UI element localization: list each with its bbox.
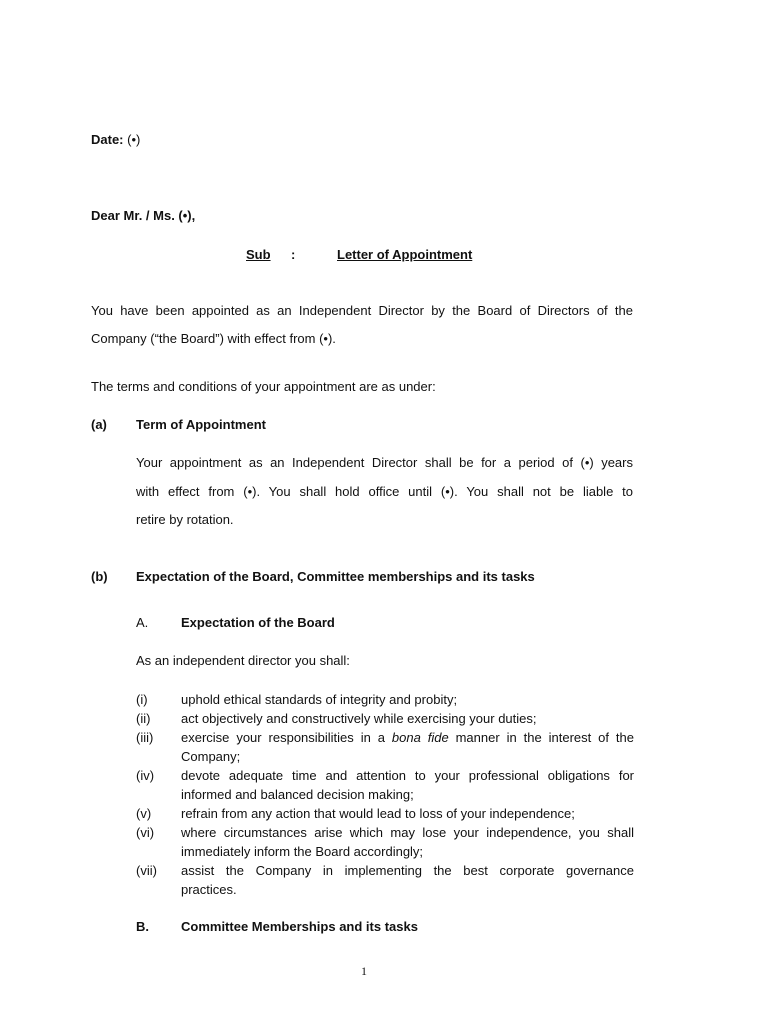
- list-item-line: assist the Company in implementing the best corporate governance: [181, 863, 634, 878]
- list-item-text: [181, 861, 634, 899]
- list-item-number: (ii): [136, 711, 151, 726]
- terms-intro: The terms and conditions of your appointment are as under:: [91, 379, 436, 394]
- duties-list: [136, 690, 634, 899]
- list-item-number: (vii): [136, 863, 157, 878]
- section-b-heading: Expectation of the Board, Committee memberships and its tasks: [136, 569, 535, 584]
- page-number: 1: [361, 964, 367, 978]
- list-item-continuation: immediately inform the Board accordingly;: [181, 844, 424, 859]
- section-a-line-3: retire by rotation.: [136, 512, 234, 527]
- list-item-text: refrain from any action that would lead to loss of your independence;: [181, 806, 575, 821]
- section-b-marker: (b): [91, 569, 108, 584]
- list-item-italic: bona fide: [391, 730, 449, 745]
- section-a-marker: (a): [91, 417, 107, 432]
- list-item-continuation: informed and balanced decision making;: [181, 787, 414, 802]
- salutation: Dear Mr. / Ms. (•),: [91, 208, 196, 223]
- list-item-text: [181, 728, 634, 766]
- list-item: [136, 804, 634, 823]
- sub-a-intro: As an independent director you shall:: [136, 653, 350, 668]
- list-item-number: (iv): [136, 768, 155, 783]
- list-item-line: where circumstances arise which may lose your independence, you shall: [181, 825, 634, 840]
- list-item-continuation: Company;: [181, 749, 241, 764]
- date-value: (•): [127, 132, 141, 147]
- subject-label: Sub: [246, 247, 271, 262]
- list-item: [136, 728, 634, 766]
- intro-line-2: Company (“the Board”) with effect from (•).: [91, 331, 336, 346]
- date-line: [91, 132, 140, 147]
- list-item-text: uphold ethical standards of integrity and probity;: [181, 692, 458, 707]
- subject-colon: :: [291, 247, 296, 262]
- list-item-number: (vi): [136, 825, 155, 840]
- list-item-continuation: practices.: [181, 882, 237, 897]
- list-item: [136, 861, 634, 899]
- sub-b-marker: B.: [136, 919, 149, 934]
- list-item-number: (v): [136, 806, 152, 821]
- section-a-line-2: with effect from (•). You shall hold office until (•). You shall not be liable to: [136, 484, 633, 499]
- list-item-text: [181, 766, 634, 804]
- list-item: [136, 823, 634, 861]
- list-item: [136, 709, 634, 728]
- list-item: [136, 766, 634, 804]
- list-item-number: (i): [136, 692, 148, 707]
- list-item-text-part: manner in the interest of the: [448, 730, 634, 745]
- sub-b-heading: Committee Memberships and its tasks: [181, 919, 418, 934]
- list-item-line: [181, 728, 634, 747]
- list-item-text: act objectively and constructively while exercising your duties;: [181, 711, 537, 726]
- list-item-line: devote adequate time and attention to your professional obligations for: [181, 768, 634, 783]
- list-item-text: [181, 823, 634, 861]
- subject-text: Letter of Appointment: [337, 247, 473, 262]
- list-item-text-part: exercise your responsibilities in a: [181, 730, 392, 745]
- intro-line-1: You have been appointed as an Independent Director by the Board of Directors of the: [91, 303, 633, 318]
- section-a-line-1: Your appointment as an Independent Director shall be for a period of (•) years: [136, 455, 633, 470]
- sub-a-marker: A.: [136, 615, 149, 630]
- list-item-number: (iii): [136, 730, 154, 745]
- section-a-heading: Term of Appointment: [136, 417, 266, 432]
- date-label: Date:: [91, 132, 124, 147]
- sub-a-heading: Expectation of the Board: [181, 615, 335, 630]
- list-item: [136, 690, 634, 709]
